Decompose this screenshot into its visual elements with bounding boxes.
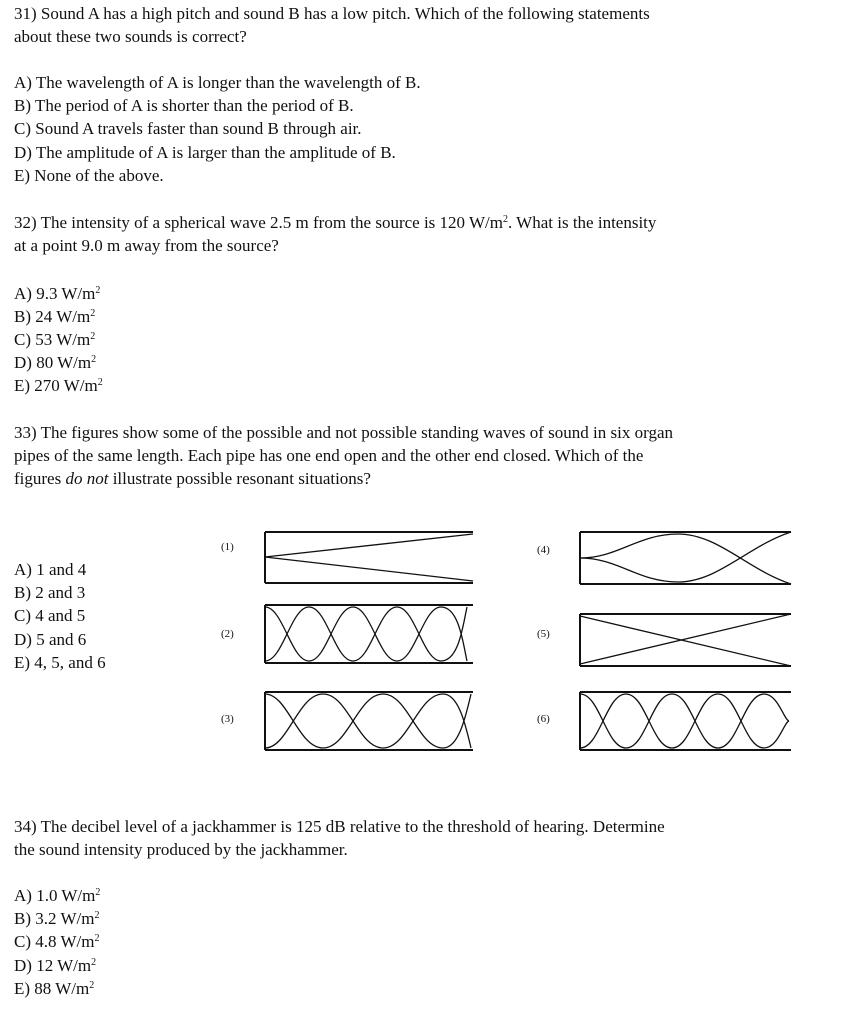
question-34-option-c: C) 4.8 $W/m^2$ — [14, 932, 100, 951]
question-32-option-d: D) 80 $W/m^2$ — [14, 353, 97, 372]
question-33-option-b: B) 2 and 3 — [14, 583, 86, 602]
question-31-option-b: B) The period of A is shorter than the period of B. — [14, 96, 354, 115]
question-33-option-d: D) 5 and 6 — [14, 630, 87, 649]
question-33-option-c: C) 4 and 5 — [14, 606, 86, 625]
question-34-stem-line-2: the sound intensity produced by the jackhammer. — [14, 840, 348, 859]
pipe-figure-2 — [263, 603, 475, 665]
question-32-stem-line-2: at a point 9.0 m away from the source? — [14, 236, 279, 255]
figure-label-4: (4) — [537, 544, 550, 556]
pipe-figure-3 — [263, 690, 475, 752]
question-32-option-c: C) 53 $W/m^2$ — [14, 330, 96, 349]
question-34-number: 34) — [14, 817, 37, 836]
question-31-stem-line-1: 31) Sound A has a high pitch and sound B has a low pitch. Which of the following statements — [14, 4, 650, 23]
question-34-stem-line-1: 34) The decibel level of a jackhammer is 125 dB relative to the threshold of hearing. Determine — [14, 817, 665, 836]
figure-label-1: (1) — [221, 541, 234, 553]
question-31-option-e: E) None of the above. — [14, 166, 164, 185]
question-31-stem-line-2: about these two sounds is correct? — [14, 27, 247, 46]
question-32-number: 32) — [14, 213, 37, 232]
question-34-option-e: E) 88 $W/m^2$ — [14, 979, 95, 998]
question-31-option-d: D) The amplitude of A is larger than the amplitude of B. — [14, 143, 396, 162]
question-32-option-a: A) 9.3 $W/m^2$ — [14, 284, 101, 303]
question-32-option-b: B) 24 $W/m^2$ — [14, 307, 96, 326]
figure-label-2: (2) — [221, 628, 234, 640]
figure-label-5: (5) — [537, 628, 550, 640]
question-34-option-a: A) 1.0 $W/m^2$ — [14, 886, 101, 905]
question-32-stem-line-1: 32) The intensity of a spherical wave 2.5 m from the source is 120 $W/m^2$. What is the intensity — [14, 213, 657, 232]
question-33-number: 33) — [14, 423, 37, 442]
pipe-figure-5 — [578, 612, 793, 668]
question-31-number: 31) — [14, 4, 37, 23]
pipe-figure-4 — [578, 530, 793, 586]
question-31-option-c: C) Sound A travels faster than sound B through air. — [14, 119, 362, 138]
question-33-stem-line-2: pipes of the same length. Each pipe has one end open and the other end closed. Which of the — [14, 446, 644, 465]
question-34-option-d: D) 12 $W/m^2$ — [14, 956, 97, 975]
question-33-option-a: A) 1 and 4 — [14, 560, 87, 579]
question-34-option-b: B) 3.2 $W/m^2$ — [14, 909, 100, 928]
question-33-stem-line-1: 33) The figures show some of the possible and not possible standing waves of sound in six organ — [14, 423, 674, 442]
question-33-option-e: E) 4, 5, and 6 — [14, 653, 106, 672]
question-33-stem-line-3: figures do not illustrate possible resonant situations? — [14, 469, 371, 488]
pipe-figure-6 — [578, 690, 793, 752]
figure-label-3: (3) — [221, 713, 234, 725]
question-32-option-e: E) 270 $W/m^2$ — [14, 376, 103, 395]
question-31-option-a: A) The wavelength of A is longer than the wavelength of B. — [14, 73, 421, 92]
pipe-figure-1 — [263, 530, 475, 585]
figure-label-6: (6) — [537, 713, 550, 725]
